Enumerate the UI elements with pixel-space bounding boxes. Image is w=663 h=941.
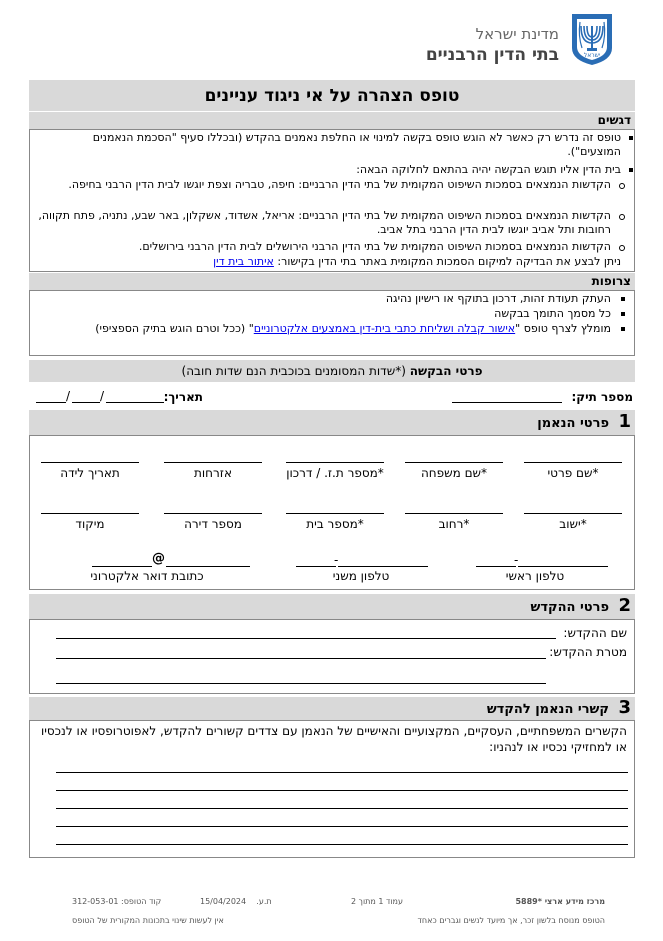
- house-number-label: *מספר בית: [306, 517, 364, 531]
- footer-date: [200, 897, 272, 906]
- section-2-number: 2: [618, 595, 631, 616]
- notes-bullet-2: [43, 163, 633, 177]
- attachment-item-2: [43, 307, 633, 321]
- id-number-label: *מספר ת.ז. / דרכון: [286, 466, 384, 480]
- court-locator-link[interactable]: איתור בית דין: [213, 255, 274, 268]
- date-sep-1: /: [66, 389, 71, 403]
- second-phone-field[interactable]: [296, 566, 336, 567]
- notes-sub-1: [37, 178, 633, 192]
- attachment-item-3-prefix: מומלץ לצרף טופס ": [515, 322, 611, 335]
- date-day-field[interactable]: [106, 402, 164, 403]
- case-number-label: מספר תיק:: [571, 390, 633, 404]
- zip-label: מיקוד: [75, 517, 105, 531]
- notes-check: [51, 255, 621, 269]
- first-name-label: *שם פרטי: [547, 466, 599, 480]
- apartment-field[interactable]: [164, 513, 262, 514]
- notes-bullet-2-text: בית הדין אליו תוגש הבקשה יהיה בהתאם לחלוקה הבאה:: [356, 163, 621, 176]
- footer-date-label: ת.ע.: [256, 897, 272, 906]
- endowment-purpose-label: מטרת ההקדש:: [549, 645, 627, 659]
- main-phone-dash: -: [514, 553, 519, 567]
- date-sep-2: /: [100, 389, 105, 403]
- notes-bullet-1: [43, 131, 633, 159]
- email-at: @: [152, 551, 165, 566]
- section-3-text: הקשרים המשפחתיים, העסקיים, המקצועיים והאישיים של הנאמן עם צדדים קשורים להקדש, לאפוטרופסיו או לנכסיו או למחזיקי נכסיו או לנהניו:: [40, 724, 627, 754]
- relations-line-3[interactable]: [56, 808, 628, 809]
- notes-sub-2: [37, 209, 633, 237]
- attachments-heading: צרופות: [591, 274, 631, 288]
- section-3-title: קשרי הנאמן להקדש: [486, 702, 609, 717]
- footer-no-change-note: אין לעשות שינוי בתכונות המקורית של הטופס: [72, 916, 224, 925]
- footer-center-name: מרכז מידע ארצי *5889: [515, 897, 605, 906]
- attachment-item-3: [37, 322, 633, 336]
- email-domain-field[interactable]: [92, 566, 152, 567]
- footer-page: עמוד 1 מתוך 2: [351, 897, 403, 906]
- relations-line-5[interactable]: [56, 844, 628, 845]
- email-user-field[interactable]: [166, 566, 250, 567]
- street-field[interactable]: [405, 513, 503, 514]
- endowment-name-label: שם ההקדש:: [563, 626, 627, 640]
- email-label: כתובת דואר אלקטרוני: [90, 569, 204, 583]
- e-documents-form-link[interactable]: אישור קבלה ושליחת כתבי בית-דין באמצעים אלקטרוניים: [253, 322, 516, 335]
- citizenship-label: אזרחות: [194, 466, 232, 480]
- footer-form-code-value: 312-053-01: [72, 897, 119, 906]
- request-heading: פרטי הבקשה: [409, 364, 483, 378]
- endowment-name-field[interactable]: [56, 638, 556, 639]
- attachment-item-2-text: כל מסמך התומך בבקשה: [494, 307, 611, 320]
- attachments-heading-bar: [29, 273, 635, 290]
- endowment-purpose-field-1[interactable]: [56, 658, 546, 659]
- main-phone-field[interactable]: [476, 566, 516, 567]
- courts-name: בתי הדין הרבניים: [425, 45, 559, 65]
- zip-field[interactable]: [41, 513, 139, 514]
- relations-line-2[interactable]: [56, 790, 628, 791]
- attachment-item-1-text: העתק תעודת זהות, דרכון בתוקף או רישיון נהיגה: [385, 292, 611, 305]
- notes-sub-1-text: הקדשות הנמצאים בסמכות השיפוט המקומית של בתי הדין הרבניים: חיפה, טבריה וצפת יוגשו לבית הדין הרבני בחיפה.: [68, 178, 611, 191]
- section-1-title: פרטי הנאמן: [537, 416, 609, 431]
- birth-date-label: תאריך לידה: [60, 466, 120, 480]
- request-note: (*שדות המסומנים בכוכבית הנם שדות חובה): [181, 364, 406, 378]
- main-phone-label: טלפון ראשי: [505, 569, 565, 583]
- emblem-text: ישראל: [583, 52, 601, 59]
- house-number-field[interactable]: [286, 513, 384, 514]
- citizenship-field[interactable]: [164, 462, 262, 463]
- main-phone-prefix-field[interactable]: [518, 566, 608, 567]
- footer-form-code: [72, 897, 161, 906]
- section-2-title: פרטי ההקדש: [530, 600, 609, 615]
- section-1-number: 1: [618, 411, 631, 432]
- city-label: *ישוב: [559, 517, 587, 531]
- attachment-item-3-suffix: " (ככל וטרם הוגש בתיק הספציפי): [95, 322, 254, 335]
- notes-sub-3: [37, 240, 633, 254]
- street-label: *רחוב: [438, 517, 470, 531]
- notes-sub-3-text: הקדשות הנמצאים בסמכות השיפוט המקומית של בתי הדין הרבני הירושלים לבית הדין הרבני בירושלים.: [138, 240, 611, 253]
- apartment-label: מספר דירה: [184, 517, 242, 531]
- last-name-label: *שם משפחה: [420, 466, 488, 480]
- relations-line-1[interactable]: [56, 772, 628, 773]
- state-name: מדינת ישראל: [475, 25, 559, 43]
- last-name-field[interactable]: [405, 462, 503, 463]
- footer-form-code-label: קוד הטופס:: [121, 897, 162, 906]
- form-title: טופס הצהרה על אי ניגוד עניינים: [204, 86, 460, 106]
- section-3-number: 3: [618, 697, 631, 718]
- second-phone-label: טלפון משני: [332, 569, 390, 583]
- notes-heading-bar: [29, 112, 635, 129]
- relations-line-4[interactable]: [56, 826, 628, 827]
- notes-sub-2-text: הקדשות הנמצאים בסמכות השיפוט המקומית של בתי הדין הרבניים: אריאל, אשדוד, אשקלון, באר שבע, נתניה, פתח תקווה, רחובות ותל אביב יוגשו לבית הדין הרבני בתל אביב.: [38, 209, 611, 236]
- notes-bullet-1-text: טופס זה נדרש רק כאשר לא הוגש טופס בקשה למינוי או החלפת נאמנים בהקדש (ובכללו סעיף "הסכמת הנאמנים המוצעים").: [92, 131, 621, 158]
- attachment-item-1: [43, 292, 633, 306]
- city-field[interactable]: [524, 513, 622, 514]
- notes-heading: דגשים: [597, 113, 631, 127]
- case-number-field[interactable]: [452, 402, 562, 403]
- request-heading-row: [29, 364, 635, 378]
- footer-gender-note: הטופס מנוסח בלשון זכר, אך מיועד לנשים וגברים כאחד: [417, 916, 605, 925]
- footer-date-value: 15/04/2024: [200, 897, 247, 906]
- second-phone-prefix-field[interactable]: [338, 566, 428, 567]
- first-name-field[interactable]: [524, 462, 622, 463]
- second-phone-dash: -: [334, 553, 339, 567]
- date-month-field[interactable]: [72, 402, 100, 403]
- emblem-icon: [568, 12, 616, 66]
- date-label: תאריך:: [163, 390, 203, 404]
- endowment-purpose-field-2[interactable]: [56, 683, 546, 684]
- id-number-field[interactable]: [286, 462, 384, 463]
- notes-check-text: ניתן לבצע את הבדיקה למיקום הסמכות המקומית באתר בתי הדין בקישור:: [277, 255, 621, 268]
- date-year-field[interactable]: [36, 402, 66, 403]
- birth-date-field[interactable]: [41, 462, 139, 463]
